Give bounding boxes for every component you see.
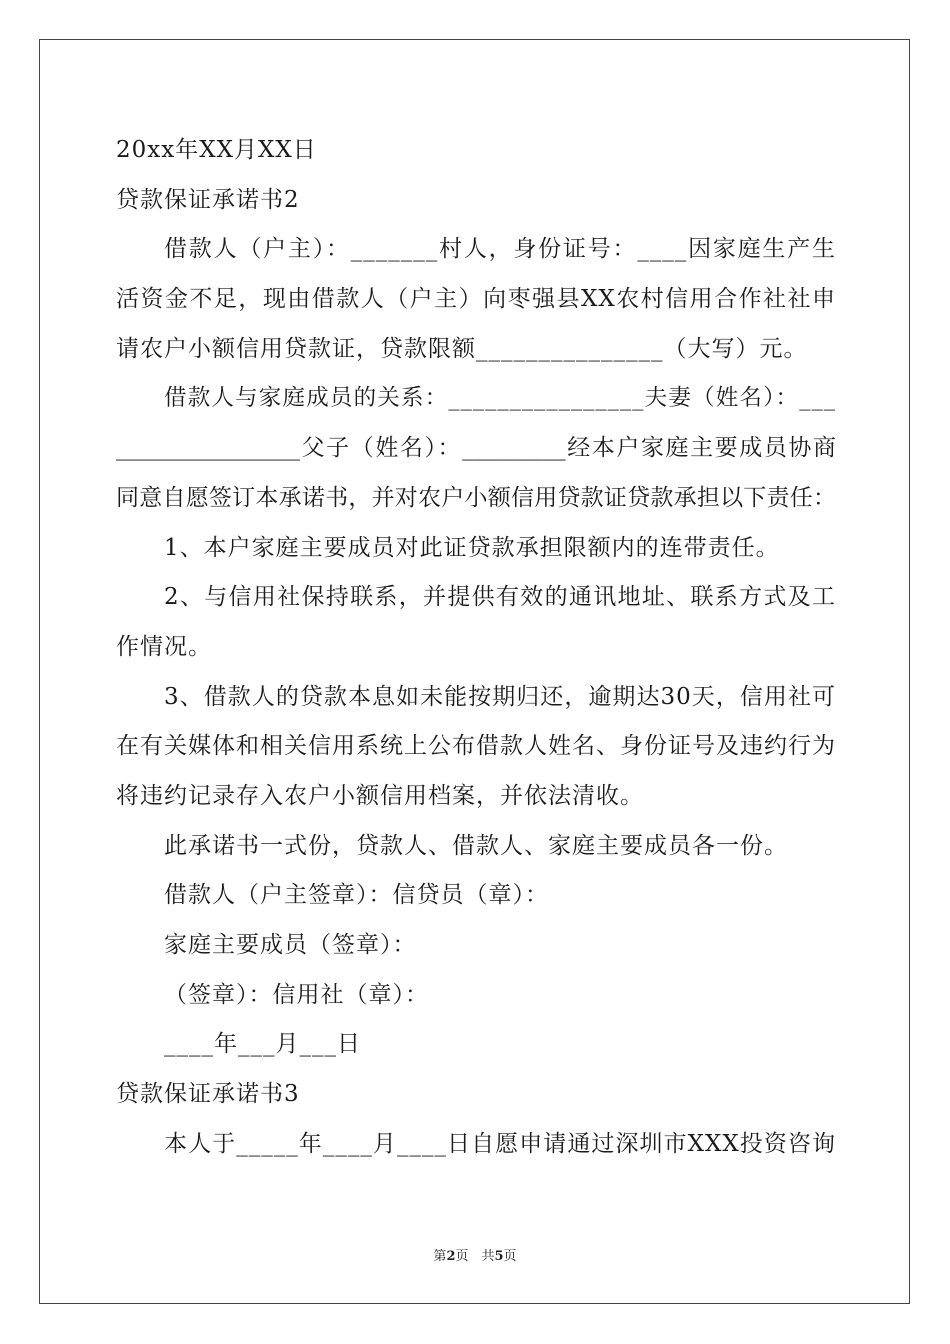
footer-text: 页 bbox=[503, 1249, 517, 1264]
list-item: 1、本户家庭主要成员对此证贷款承担限额内的连带责任。 bbox=[164, 534, 780, 561]
paragraph-line: 同意自愿签订本承诺书，并对农户小额信用贷款证贷款承担以下责任： bbox=[116, 484, 836, 511]
paragraph-line: 本人于_____年____月____日自愿申请通过深圳市XXX投资咨询 bbox=[164, 1130, 836, 1157]
page-footer bbox=[0, 1245, 950, 1264]
list-item-continuation: 在有关媒体和相关信用系统上公布借款人姓名、身份证号及违约行为 bbox=[116, 733, 836, 760]
list-item: 2、与信用社保持联系，并提供有效的通讯地址、联系方式及工 bbox=[164, 584, 836, 611]
footer-text: 第 bbox=[433, 1249, 447, 1264]
paragraph-line: 此承诺书一式份，贷款人、借款人、家庭主要成员各一份。 bbox=[164, 832, 788, 859]
paragraph-line: 请农户小额信用贷款证，贷款限额_______________（大写）元。 bbox=[116, 335, 808, 362]
signature-line: 家庭主要成员（签章）： bbox=[164, 932, 417, 958]
footer-text: 页 共 bbox=[455, 1249, 495, 1264]
paragraph-line: 借款人与家庭成员的关系：________________夫妻（姓名）：___ bbox=[164, 385, 836, 412]
paragraph-line: 活资金不足，现由借款人（户主）向枣强县XX农村信用合作社社申 bbox=[116, 286, 836, 313]
page-total: 5 bbox=[494, 1249, 504, 1264]
list-item-continuation: 将违约记录存入农户小额信用档案，并依法清收。 bbox=[116, 782, 644, 809]
date-blank-line: ____年___月___日 bbox=[164, 1031, 361, 1058]
paragraph-line: ________________父子（姓名）：_________经本户家庭主要成员协商 bbox=[116, 435, 836, 462]
paragraph-line: 借款人（户主）：_______村人，身份证号：____因家庭生产生 bbox=[164, 236, 836, 263]
list-item: 3、借款人的贷款本息如未能按期归还，逾期达30天，信用社可 bbox=[164, 683, 836, 710]
signature-line: 借款人（户主签章）：信贷员（章）： bbox=[164, 882, 549, 909]
signature-line: （签章）：信用社（章）： bbox=[164, 981, 429, 1008]
page-number: 2 bbox=[446, 1249, 456, 1264]
list-item-continuation: 作情况。 bbox=[116, 633, 212, 660]
section-title: 贷款保证承诺书3 bbox=[116, 1081, 300, 1108]
document-body bbox=[116, 126, 836, 1169]
date-line: 20xx年XX月XX日 bbox=[116, 137, 317, 163]
section-title: 贷款保证承诺书2 bbox=[116, 186, 300, 213]
